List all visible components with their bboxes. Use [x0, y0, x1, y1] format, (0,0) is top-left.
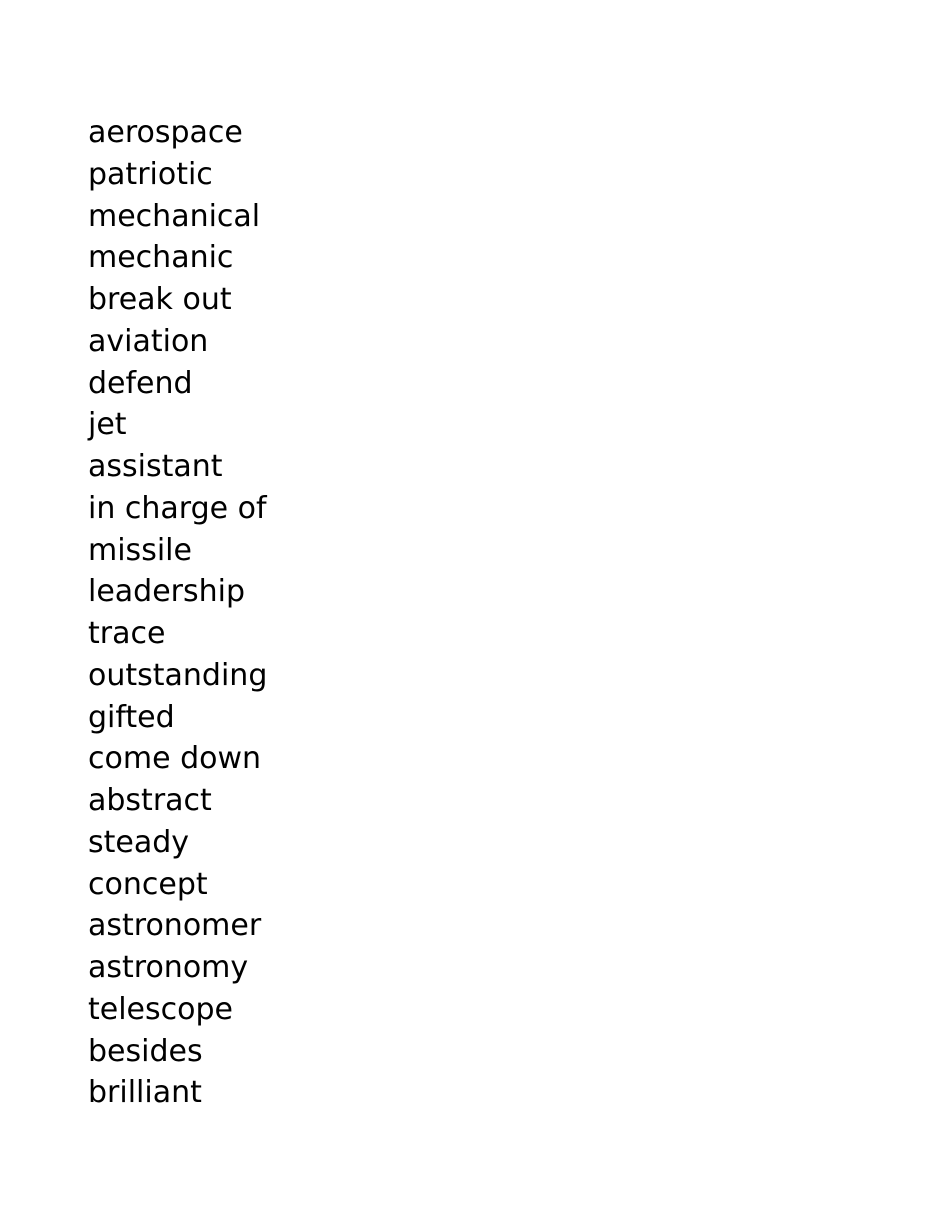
list-item: abstract [88, 783, 212, 818]
list-item: mechanic [88, 240, 234, 276]
list-item: trace [88, 616, 166, 651]
list-item: jet [88, 407, 127, 443]
list-item: telescope [88, 991, 233, 1027]
list-item: missile [88, 532, 192, 568]
vocabulary-list [88, 112, 267, 1114]
list-item: assistant [88, 449, 223, 484]
list-item: defend [88, 365, 193, 401]
list-item: astronomer [88, 908, 262, 944]
list-item: patriotic [88, 156, 213, 192]
list-item: mechanical [88, 198, 261, 234]
list-item: concept [88, 866, 208, 902]
list-item: outstanding [88, 657, 268, 693]
list-item: in charge of [88, 490, 267, 526]
list-item: aerospace [88, 115, 243, 150]
list-item: astronomy [88, 950, 249, 985]
list-item: steady [88, 824, 190, 860]
list-item: break out [88, 282, 232, 317]
list-item: come down [88, 741, 262, 777]
list-item: leadership [88, 574, 246, 610]
list-item: aviation [88, 323, 209, 359]
list-item: besides [88, 1033, 203, 1069]
list-item: brilliant [88, 1075, 202, 1111]
list-item: gifted [88, 699, 175, 735]
